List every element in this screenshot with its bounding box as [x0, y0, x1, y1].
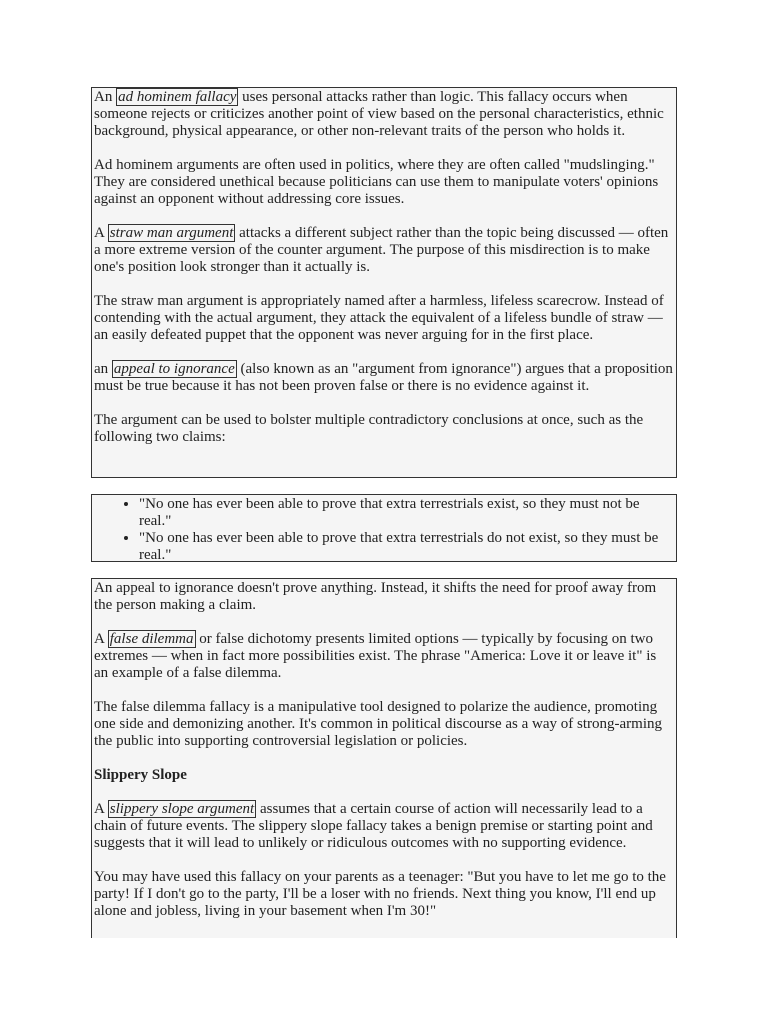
text-block-proof-to-slippery-slope	[91, 578, 677, 938]
scarecrow-paragraph: The straw man argument is appropriately named after a harmless, lifeless scarecrow. Instead of contending with the actual argument, they attack the equivalent of a lifeless bundle of straw — an easily defeated puppet that the opponent was never arguing for in the first place.	[94, 293, 664, 343]
mudslinging-paragraph: Ad hominem arguments are often used in politics, where they are often called "mudslinging." They are considered unethical because politicians can use them to manipulate voters' opinions against an opponent without addressing core issues.	[94, 157, 659, 207]
term-ad-hominem-fallacy: ad hominem fallacy	[118, 89, 237, 105]
straw-man-paragraph: A straw man argument attacks a different subject rather than the topic being discussed — often a more extreme version of the counter argument. The purpose of this misdirection is to make one's position look stronger than it actually is.	[94, 225, 669, 275]
appeal-to-ignorance-paragraph: an appeal to ignorance (also known as an "argument from ignorance") argues that a proposition must be true because it has not been proven false or there is no evidence against it.	[94, 361, 673, 394]
false-dilemma-paragraph: A false dilemma or false dichotomy presents limited options — typically by focusing on two extremes — when in fact more possibilities exist. The phrase "America: Love it or leave it" is an example of a false dilemma.	[94, 631, 657, 681]
claims-list	[92, 496, 674, 564]
list-item: • "No one has ever been able to prove that extra terrestrials exist, so they must not be real."	[139, 496, 674, 530]
manipulative-paragraph: The false dilemma fallacy is a manipulative tool designed to polarize the audience, promoting one side and demonizing another. It's common in political discourse as a way of strong-arming the public into supporting controversial legislation or policies.	[94, 699, 662, 749]
ad-hominem-paragraph: An ad hominem fallacy uses personal attacks rather than logic. This fallacy occurs when someone rejects or criticizes another point of view based on the personal characteristics, ethnic background, physical appearance, or other non-relevant traits of the person who holds it.	[94, 89, 664, 139]
parents-paragraph: You may have used this fallacy on your parents as a teenager: "But you have to let me go to the party! If I don't go to the party, I'll be a loser with no friends. Next thing you know, I'll end up alone and jobless, living in your basement when I'm 30!"	[94, 869, 666, 919]
claims-list-block	[91, 494, 677, 562]
term-straw-man-argument: straw man argument	[109, 225, 234, 241]
proof-paragraph: An appeal to ignorance doesn't prove anything. Instead, it shifts the need for proof away from the person making a claim.	[94, 580, 657, 613]
term-false-dilemma: false dilemma	[109, 631, 194, 647]
slippery-slope-paragraph: A slippery slope argument assumes that a certain course of action will necessarily lead to a chain of future events. The slippery slope fallacy takes a benign premise or starting point and suggests that it will lead to unlikely or ridiculous outcomes with no supporting evidence.	[94, 801, 653, 851]
contradictory-paragraph: The argument can be used to bolster multiple contradictory conclusions at once, such as the following two claims:	[94, 412, 644, 445]
slippery-slope-heading: Slippery Slope	[94, 767, 187, 783]
term-appeal-to-ignorance: appeal to ignorance	[113, 361, 235, 377]
term-slippery-slope-argument: slippery slope argument	[109, 801, 255, 817]
list-item: • "No one has ever been able to prove that extra terrestrials do not exist, so they must be real."	[139, 530, 674, 564]
text-block-ad-hominem-to-ignorance	[91, 87, 677, 478]
